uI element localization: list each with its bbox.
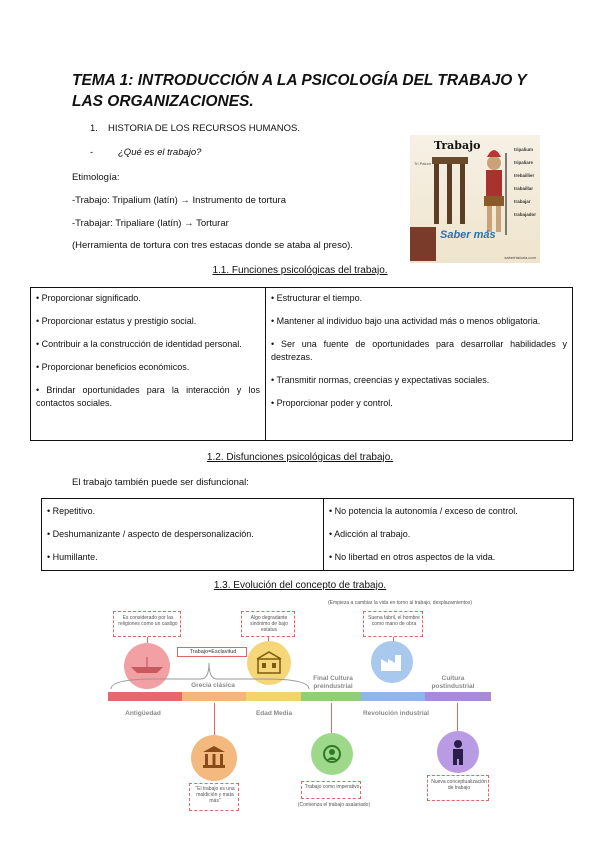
annotation-text: "El trabajo es una maldición y mata más" xyxy=(195,786,235,804)
timeline-segment xyxy=(301,692,361,701)
connector-line xyxy=(457,703,458,733)
intro-text: El trabajo también puede ser disfuncional: xyxy=(72,477,249,488)
bottom-note: (Comienza el trabajo asalariado) xyxy=(297,802,371,808)
illustration-word: trabajar xyxy=(513,199,531,204)
table-cell-item: • Deshumanizante / aspecto de despersonalización. xyxy=(47,529,254,539)
dysfunctions-table xyxy=(41,498,574,571)
evolution-infographic xyxy=(105,597,497,813)
annotation-box xyxy=(427,775,489,801)
timeline-segment xyxy=(182,692,246,701)
list-dash: - xyxy=(90,147,94,158)
page-title: TEMA 1: INTRODUCCIÓN A LA PSICOLOGÍA DEL TRABAJO Y LAS ORGANIZACIONES. xyxy=(72,72,527,110)
era-label-grecia: Grecia clásica xyxy=(191,682,235,689)
table-cell-item: • Mantener al individuo bajo una actividad más o menos obligatoria. xyxy=(271,316,541,326)
illustration-word: trebaillier xyxy=(513,173,535,178)
subheading xyxy=(90,147,201,158)
list-number: 1. xyxy=(90,123,98,134)
annotation-text: Suena fabril, el hombre como mano de obra xyxy=(368,615,420,627)
section-heading xyxy=(90,123,300,134)
illustration-caption: Tri Palum xyxy=(414,161,431,166)
functions-left-column xyxy=(31,288,265,440)
annotation-text: Algo degradante sinónimo de bajo estatus xyxy=(250,615,288,633)
era-label-revolucion: Revolución industrial xyxy=(362,710,430,717)
table-cell-item: • No potencia la autonomía / exceso de control. xyxy=(329,506,518,516)
section-title-funciones: 1.1. Funciones psicológicas del trabajo. xyxy=(212,265,388,276)
illustration-word: trabaillar xyxy=(513,186,533,191)
person-icon xyxy=(448,739,468,765)
annotation-box xyxy=(189,783,239,811)
dysfunctions-left-column xyxy=(42,499,323,570)
top-note: (Empieza a cambiar la vida en torno al trabajo, desplazamientos) xyxy=(328,600,472,606)
brand-logo: Saber más xyxy=(440,229,496,241)
table-cell-item: • Ser una fuente de oportunidades para desarrollar habilidades y destrezas. xyxy=(271,339,567,362)
annotation-text: Es considerado por las religiones como un castigo xyxy=(118,615,178,627)
era-label-cultura-post: Cultura postindustrial xyxy=(431,675,475,690)
trabajo-esclavitud-label: Trabajo=Esclavitud xyxy=(189,649,237,655)
trabajo-illustration xyxy=(410,135,540,263)
annotation-box xyxy=(113,611,181,637)
timeline-segment xyxy=(361,692,425,701)
etimologia-line: -Trabajar: Tripaliare (latín) → Torturar xyxy=(72,218,229,229)
section-title-disfunciones: 1.2. Disfunciones psicológicas del trabajo. xyxy=(206,452,394,463)
illustration-word: tripaliare xyxy=(513,160,533,165)
table-cell-item: • Adicción al trabajo. xyxy=(329,529,411,539)
temple-icon xyxy=(201,745,227,769)
factory-icon xyxy=(379,651,405,673)
illustration-title: Trabajo xyxy=(434,139,481,152)
illustration-word-list xyxy=(514,143,536,221)
annotation-box xyxy=(241,611,295,637)
timeline-segment xyxy=(108,692,182,701)
table-cell-item: • Transmitir normas, creencias y expectativas sociales. xyxy=(271,375,490,385)
section-title-evolucion: 1.3. Evolución del concepto de trabajo. xyxy=(213,580,387,591)
annotation-text: Trabajo como imperativo xyxy=(304,784,360,790)
label-box xyxy=(177,647,247,657)
etimologia-line: (Herramienta de tortura con tres estacas donde se ataba al preso). xyxy=(72,240,353,251)
illustration-word: trabajador xyxy=(513,212,536,217)
illustration-url: saberhistoria.com xyxy=(504,255,536,260)
table-cell-item: • Brindar oportunidades para la interacción y los contactos sociales. xyxy=(36,385,260,408)
era-label-final-cultura: Final Cultura preindustrial xyxy=(313,675,353,690)
timeline-segment xyxy=(246,692,301,701)
table-cell-item: • Repetitivo. xyxy=(47,506,96,516)
etimologia-line: -Trabajo: Tripalium (latín) → Instrumento de tortura xyxy=(72,195,287,206)
functions-right-column xyxy=(265,288,572,440)
connector-line xyxy=(331,703,332,733)
annotation-box xyxy=(363,611,423,637)
table-cell-item: • Proporcionar estatus y prestigio social. xyxy=(36,316,197,326)
dysfunctions-right-column xyxy=(323,499,573,570)
gear-worker-icon xyxy=(320,742,344,766)
etimologia-label: Etimología: xyxy=(72,172,120,183)
table-cell-item: • Proporcionar poder y control. xyxy=(271,398,393,408)
section-heading-text: HISTORIA DE LOS RECURSOS HUMANOS. xyxy=(108,123,300,134)
annotation-text: Nueva conceptualización de trabajo xyxy=(431,779,487,791)
subheading-text: ¿Qué es el trabajo? xyxy=(118,147,202,158)
annotation-box xyxy=(301,781,361,799)
table-cell-item: • Proporcionar significado. xyxy=(36,293,141,303)
connector-line xyxy=(214,703,215,735)
era-label-antiguedad: Antigüedad xyxy=(125,710,161,717)
table-cell-item: • Contribuir a la construcción de identidad personal. xyxy=(36,339,242,349)
timeline-segment xyxy=(425,692,491,701)
functions-table xyxy=(30,287,573,441)
table-cell-item: • Humillante. xyxy=(47,552,98,562)
table-cell-item: • Proporcionar beneficios económicos. xyxy=(36,362,190,372)
table-cell-item: • No libertad en otros aspectos de la vida. xyxy=(329,552,496,562)
table-cell-item: • Estructurar el tiempo. xyxy=(271,293,363,303)
era-label-edad-media: Edad Media xyxy=(255,710,293,717)
illustration-word: tripalium xyxy=(513,147,533,152)
